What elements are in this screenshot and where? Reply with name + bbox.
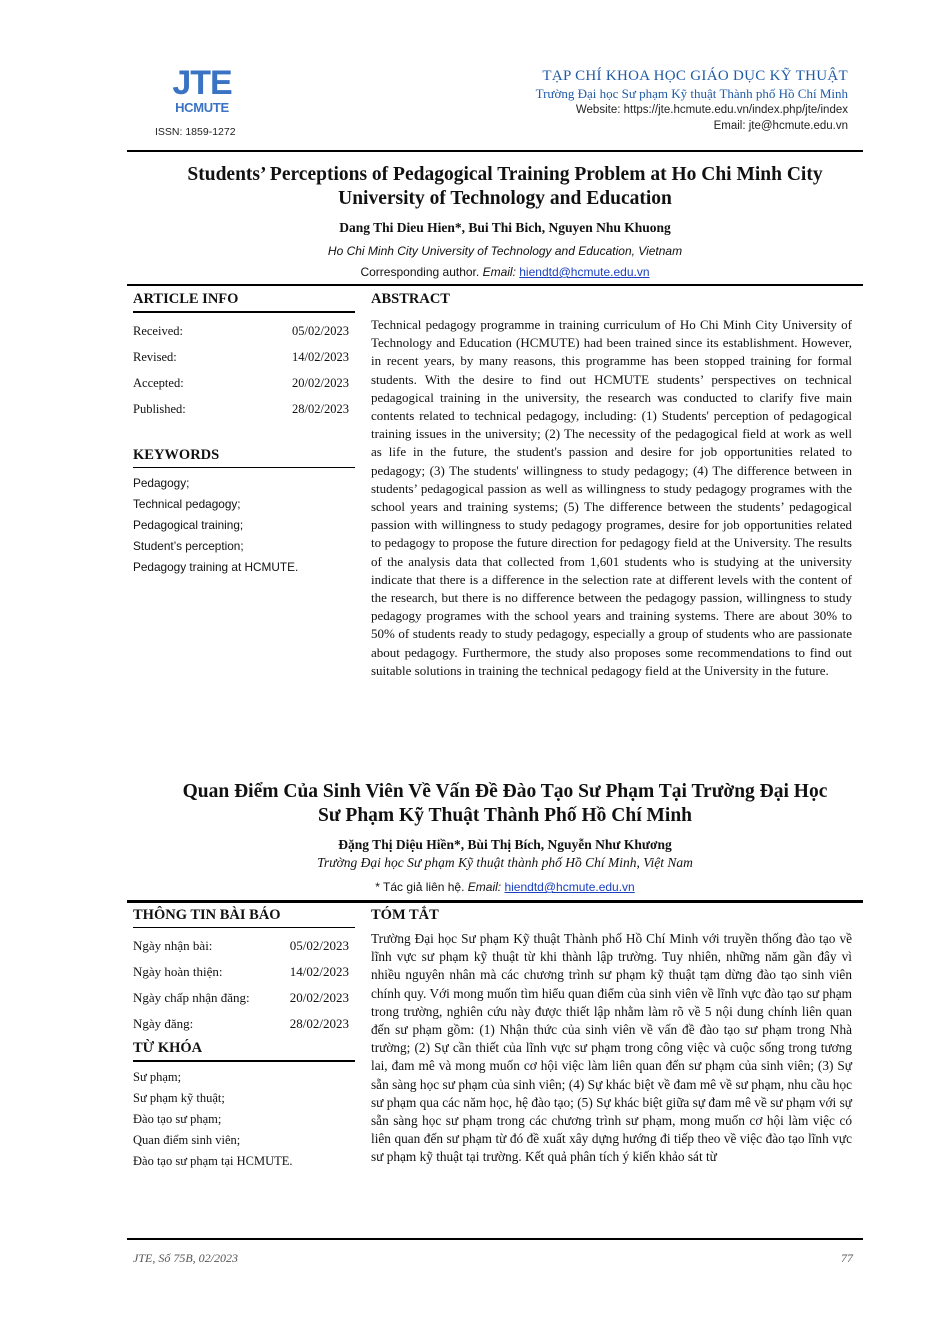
info-label: Revised: <box>133 350 177 364</box>
info-label: Ngày đăng: <box>133 1016 194 1031</box>
journal-name: TẠP CHÍ KHOA HỌC GIÁO DỤC KỸ THUẬT <box>542 68 848 84</box>
article-info-heading: ARTICLE INFO <box>133 291 239 307</box>
divider <box>133 311 355 313</box>
header-divider <box>127 150 863 152</box>
issn: ISSN: 1859-1272 <box>155 126 236 138</box>
affiliation-en: Ho Chi Minh City University of Technology and Education, Vietnam <box>327 244 683 258</box>
info-row-accepted <box>133 985 355 1011</box>
affiliation-vi: Trường Đại học Sư phạm Kỹ thuật thành phố Hồ Chí Minh, Việt Nam <box>317 855 693 870</box>
authors-en: Dang Thi Dieu Hien*, Bui Thi Bich, Nguyen Nhu Khuong <box>339 220 671 235</box>
corresponding-author-vi <box>140 879 870 895</box>
keywords-heading: KEYWORDS <box>133 447 220 463</box>
corresponding-label: Corresponding author. <box>360 265 483 279</box>
info-value: 14/02/2023 <box>289 964 349 979</box>
title-line-1: Quan Điểm Của Sinh Viên Về Vấn Đề Đào Tạo Sư Phạm Tại Trường Đại Học <box>182 781 828 802</box>
section-divider-en <box>127 284 863 286</box>
corresponding-email-link[interactable]: hiendtd@hcmute.edu.vn <box>504 880 635 894</box>
info-label: Accepted: <box>133 376 184 390</box>
info-label: Ngày chấp nhận đăng: <box>133 990 250 1005</box>
info-row-revised <box>133 344 355 370</box>
title-line-1: Students’ Perceptions of Pedagogical Training Problem at Ho Chi Minh City <box>187 164 823 185</box>
corresponding-label: * Tác giả liên hệ. <box>375 880 468 894</box>
info-label: Received: <box>133 324 183 338</box>
info-row-published <box>133 396 355 422</box>
corresponding-author-en <box>140 264 870 280</box>
info-value: 28/02/2023 <box>289 1016 349 1031</box>
title-line-2: University of Technology and Education <box>338 188 672 209</box>
article-info-en <box>133 290 355 578</box>
abstract-heading: TÓM TẮT <box>371 907 439 923</box>
info-label: Ngày nhận bài: <box>133 938 213 953</box>
authors-vi: Đặng Thị Diệu Hiền*, Bùi Thị Bích, Nguyễn Như Khương <box>338 837 672 852</box>
info-row-received <box>133 318 355 344</box>
article-info-heading: THÔNG TIN BÀI BÁO <box>133 907 281 923</box>
info-value: 20/02/2023 <box>289 990 349 1005</box>
corresponding-email-link[interactable]: hiendtd@hcmute.edu.vn <box>519 265 650 279</box>
footer-citation: JTE, Số 75B, 02/2023 <box>133 1251 238 1265</box>
keywords-heading: TỪ KHÓA <box>133 1040 203 1056</box>
keyword: Pedagogical training; <box>133 518 244 532</box>
paper-title-vi <box>140 780 870 828</box>
info-row-published <box>133 1011 355 1037</box>
info-row-received <box>133 933 355 959</box>
info-label: Ngày hoàn thiện: <box>133 964 223 979</box>
paper-title-en <box>140 163 870 211</box>
journal-website[interactable]: Website: https://jte.hcmute.edu.vn/index.php/jte/index <box>575 104 848 116</box>
keyword: Đào tạo sư phạm tại HCMUTE. <box>133 1154 293 1168</box>
journal-logo-subtitle: HCMUTE <box>175 100 229 115</box>
keyword: Pedagogy; <box>133 476 190 490</box>
journal-university: Trường Đại học Sư phạm Kỹ thuật Thành phố Hồ Chí Minh <box>535 86 848 101</box>
keyword: Sư phạm; <box>133 1070 182 1084</box>
info-label: Published: <box>133 402 186 416</box>
article-info-vi <box>133 906 355 1172</box>
keyword: Technical pedagogy; <box>133 497 241 511</box>
abstract-en <box>371 290 852 680</box>
section-divider-vi <box>127 900 863 903</box>
keyword: Pedagogy training at HCMUTE. <box>133 560 299 574</box>
title-line-2: Sư Phạm Kỹ Thuật Thành Phố Hồ Chí Minh <box>317 805 693 826</box>
keyword: Quan điểm sinh viên; <box>133 1133 241 1147</box>
abstract-vi <box>371 906 852 1167</box>
divider <box>133 467 355 468</box>
info-value: 28/02/2023 <box>292 402 349 416</box>
abstract-body: Trường Đại học Sư phạm Kỹ thuật Thành phố Hồ Chí Minh với truyền thống đào tạo về lĩnh vực sư phạm kỹ thuật từ khi thành lập trường. Tuy nhiên, những năm gần đây vì nhiều nguyên nhân mà các chương trình sư phạm kỹ thuật tạm dừng đào tạo sinh viên chính quy. Với mong muốn tìm hiểu quan điểm của sinh viên về lĩnh vực đào tạo sư phạm trong trường, nghiên cứu này được thiết lập nhằm làm rõ về 5 nội dung chính liên quan đến sư phạm gồm: (1) Nhận thức của sinh viên về vấn đề đào tạo sư phạm trong Nhà trường; (2) Sự cần thiết của lĩnh vực sư phạm trong công việc và cuộc sống trong tương lai, đam mê và mong muốn cơ hội việc làm liên quan đến sư phạm của sinh viên; (3) Sự sẵn sàng học sư phạm của sinh viên; (4) Sự khác biệt về đam mê về sư phạm, nhu cầu học sư phạm qua các năm học, hệ đào tạo; (5) Sự khác biệt giữa sự đam mê về sư phạm với sự sẵn sàng học sư phạm trong các chương trình sư phạm, mong muốn cơ hội làm việc có liên quan đến sư phạm từ đó đề xuất xây dựng hướng đi tiếp theo về việc đào tạo lĩnh vực sư phạm kỹ thuật tại trường. Kết quả phân tích ý kiến khảo sát từ <box>371 931 852 1165</box>
info-value: 05/02/2023 <box>292 324 349 338</box>
keyword: Đào tạo sư phạm; <box>133 1112 222 1126</box>
journal-email[interactable]: Email: jte@hcmute.edu.vn <box>713 120 848 132</box>
info-value: 14/02/2023 <box>292 350 349 364</box>
journal-logo: JTE <box>172 64 232 102</box>
page-number: 77 <box>841 1251 853 1265</box>
info-value: 05/02/2023 <box>289 938 349 953</box>
divider <box>133 927 355 928</box>
divider <box>133 1060 355 1062</box>
abstract-body: Technical pedagogy programme in training curriculum of Ho Chi Minh City University of Technology and Education (HCMUTE) had been trained since its establishment. However, in recent years, by many reasons, this programme has been stopped training for formal students. With the desire to find out HCMUTE students’ perspectives on technical pedagogical training in the university, the research was conducted to clarify five main contents related to technical pedagogy, including: (1) Students' perception of pedagogical training issues in the university; (2) The necessity of the pedagogical field at work as well as life in the future, the student's passion and desire for job opportunities related to pedagogy; (3) The students' willingness to study pedagogy; (4) The difference between in students’ pedagogical passion as well as willingness to study pedagogy programes with the school years and training systems; (5) The difference between the students’ pedagogical passion with willingness to study pedagogy programes, desire for job opportunities related to pedagogy to propose the future direction for pedagogy field at the University. The results of the analysis data that collected from 1,601 students who is studying at the university indicate that there is a difference in the selection rate at different levels with the content of the research, but there is no difference between the pedagogy passion, willingness to study pedagogy programes with the school years and training systems. There are about 30% to 50% of students ready to study pedagogy, especially a group of students who are passionate about pedagogy. Furthermore, the study also proposes some recommendations to find out suitable solutions in training the technical pedagogy field at the University in the future. <box>371 317 852 678</box>
info-row-revised <box>133 959 355 985</box>
info-value: 20/02/2023 <box>292 376 349 390</box>
keyword: Sư phạm kỹ thuật; <box>133 1091 225 1105</box>
footer-divider <box>127 1238 863 1240</box>
info-row-accepted <box>133 370 355 396</box>
journal-header-info <box>536 67 848 134</box>
email-label: Email: <box>482 265 520 279</box>
abstract-heading: ABSTRACT <box>371 291 450 307</box>
keyword: Student’s perception; <box>133 539 244 553</box>
email-label: Email: <box>467 880 505 894</box>
